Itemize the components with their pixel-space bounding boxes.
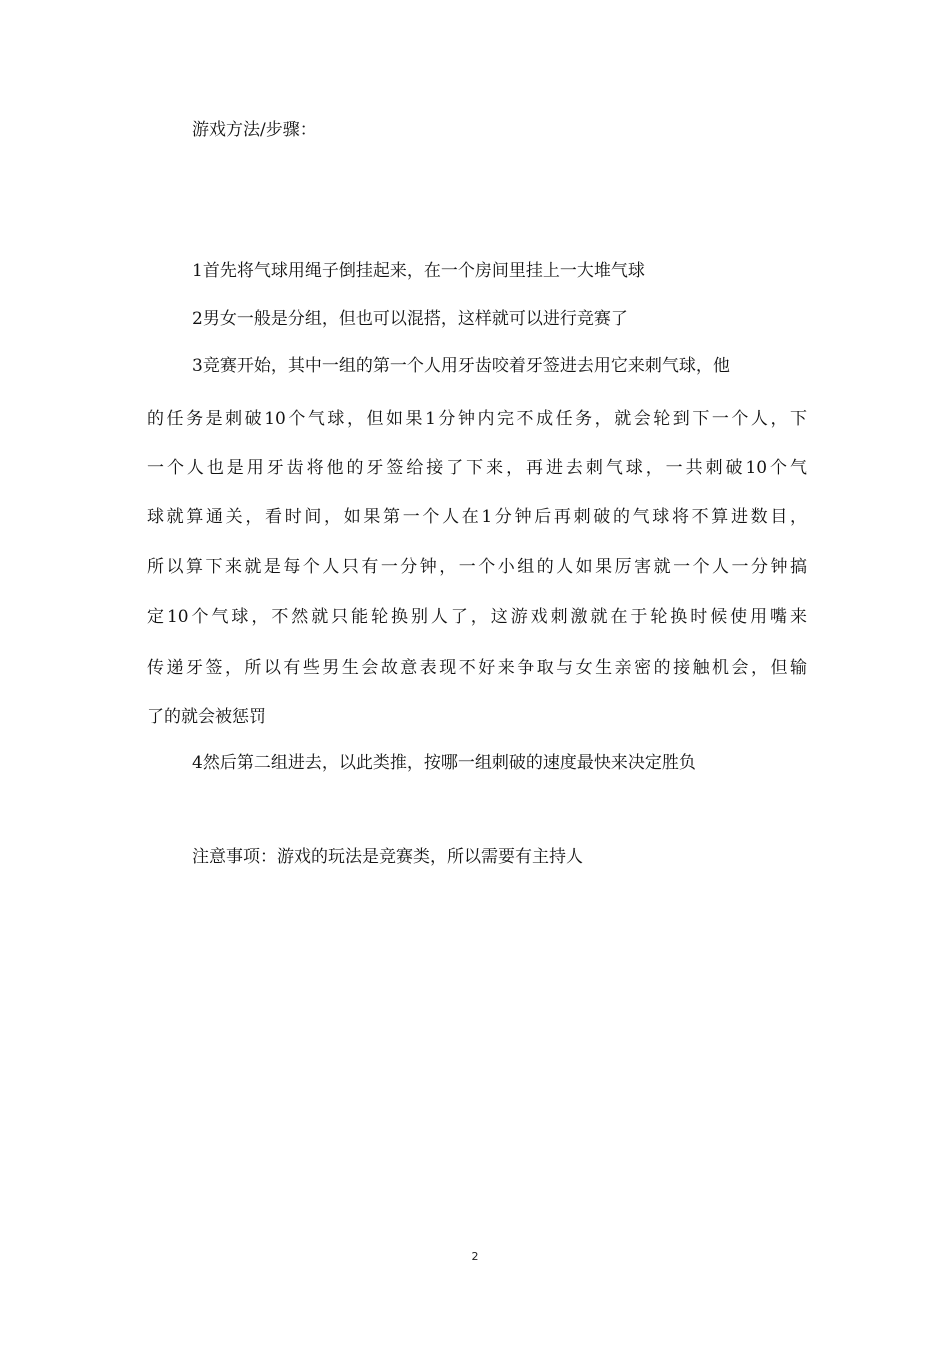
step-3-line-4: 球就算通关，看时间，如果第一个人在1分钟后再刺破的气球将不算进数目， <box>147 507 807 527</box>
note-text: 注意事项：游戏的玩法是竞赛类，所以需要有主持人 <box>192 847 583 867</box>
step-3-line-5: 所以算下来就是每个人只有一分钟，一个小组的人如果厉害就一个人一分钟搞 <box>147 557 807 577</box>
section-heading: 游戏方法/步骤： <box>192 120 317 140</box>
step-3-line-7: 传递牙签，所以有些男生会故意表现不好来争取与女生亲密的接触机会，但输 <box>147 658 807 678</box>
step-4: 4然后第二组进去，以此类推，按哪一组刺破的速度最快来决定胜负 <box>192 753 696 773</box>
step-3-line-2: 的任务是刺破10个气球，但如果1分钟内完不成任务，就会轮到下一个人，下 <box>147 409 807 429</box>
step-3-line-6: 定10个气球，不然就只能轮换别人了，这游戏刺激就在于轮换时候使用嘴来 <box>147 607 807 627</box>
step-3-line-3: 一个人也是用牙齿将他的牙签给接了下来，再进去刺气球，一共刺破10个气 <box>147 458 807 478</box>
step-3-line-8: 了的就会被惩罚 <box>147 707 266 727</box>
step-1: 1首先将气球用绳子倒挂起来，在一个房间里挂上一大堆气球 <box>192 261 645 281</box>
step-2: 2男女一般是分组，但也可以混搭，这样就可以进行竞赛了 <box>192 309 628 329</box>
step-3-line-1: 3竞赛开始，其中一组的第一个人用牙齿咬着牙签进去用它来刺气球，他 <box>192 356 730 376</box>
page-number: 2 <box>471 1250 479 1263</box>
